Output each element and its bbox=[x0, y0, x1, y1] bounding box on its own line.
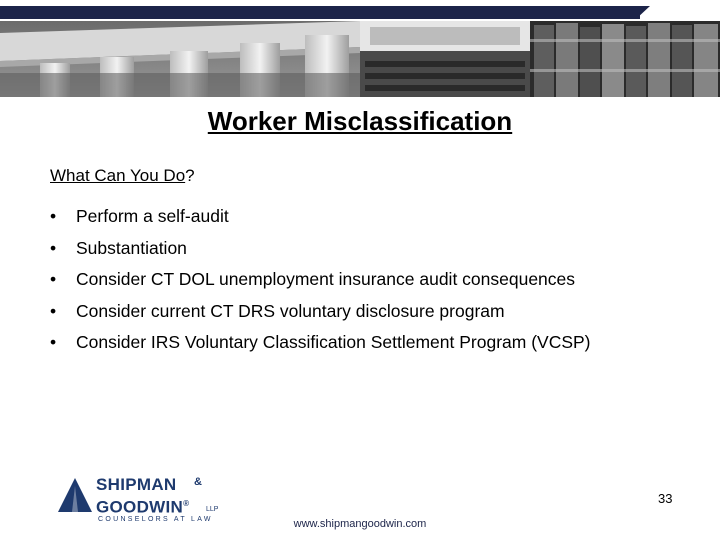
bullet-item bbox=[50, 299, 591, 331]
subheading bbox=[50, 165, 195, 187]
bullet-glyph: • bbox=[50, 206, 57, 226]
bullet-glyph: • bbox=[50, 269, 57, 289]
bullet-list bbox=[50, 204, 591, 362]
logo-registered: ® bbox=[183, 499, 190, 508]
logo-name-line2 bbox=[96, 495, 189, 517]
subheading-text: What Can You Do bbox=[50, 166, 186, 185]
bullet-text: Consider IRS Voluntary Classification Settlement Program (VCSP) bbox=[76, 332, 591, 352]
page-number: 33 bbox=[658, 491, 673, 506]
bullet-glyph: • bbox=[50, 237, 57, 258]
bullet-item bbox=[50, 204, 591, 236]
bullet-glyph: • bbox=[50, 332, 57, 352]
bullet-glyph: • bbox=[50, 300, 57, 321]
footer-url[interactable]: www.shipmangoodwin.com bbox=[293, 518, 427, 530]
slide-title: Worker Misclassification bbox=[207, 106, 513, 136]
logo-llp: LLP bbox=[206, 506, 219, 513]
logo-tagline: COUNSELORS AT LAW bbox=[98, 516, 213, 523]
triangle-logo-icon bbox=[58, 478, 92, 514]
bullet-text: Consider CT DOL unemployment insurance audit consequences bbox=[76, 269, 576, 289]
bullet-text: Perform a self-audit bbox=[76, 206, 229, 226]
subheading-suffix: ? bbox=[185, 166, 195, 185]
bullet-text: Substantiation bbox=[76, 237, 187, 258]
logo-name-line1: SHIPMAN bbox=[96, 475, 177, 494]
logo-name-line2-text: GOODWIN bbox=[96, 497, 184, 517]
bullet-item bbox=[50, 236, 591, 268]
bullet-text: Consider current CT DRS voluntary disclosure program bbox=[76, 300, 505, 321]
bullet-item bbox=[50, 330, 591, 362]
header-photo-banner bbox=[0, 21, 720, 97]
top-navy-bar bbox=[0, 0, 720, 21]
bullet-item bbox=[50, 267, 591, 299]
logo-ampersand: & bbox=[194, 476, 202, 488]
